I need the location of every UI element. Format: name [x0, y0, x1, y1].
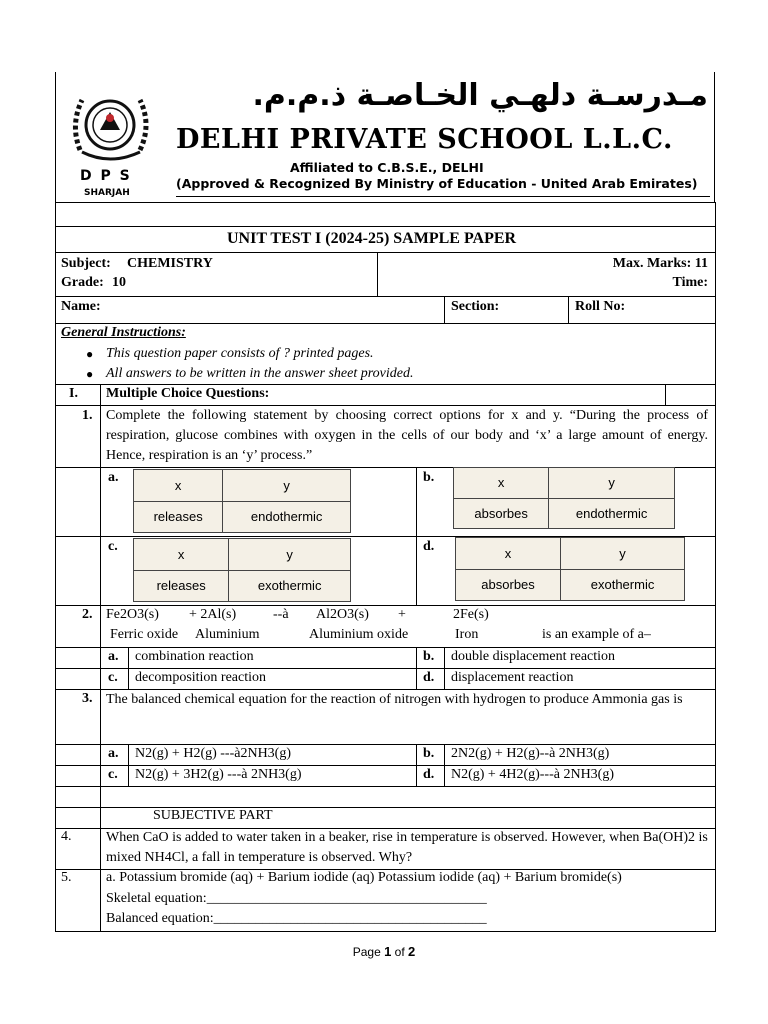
q3-opt-row2-num — [55, 765, 101, 787]
q3-num-cell — [55, 689, 101, 745]
q4-text: When CaO is added to water taken in a beaker, rise in temperature is observed. However, when Ba(OH)2 is mixed NH4Cl, a fall in temperature is observed. Why? — [106, 830, 708, 865]
q5-skeletal: Skeletal equation:________________________________________ — [106, 891, 487, 906]
q2-opt-row2-num — [55, 668, 101, 690]
q3-opt-b-letter: b. — [423, 746, 435, 761]
q3-number: 3. — [82, 691, 93, 706]
q1-opt-a-letter: a. — [108, 470, 119, 485]
q1-opt-row1-num — [55, 467, 101, 537]
section-num-cell — [55, 384, 101, 406]
logo-subtext: SHARJAH — [84, 188, 130, 198]
footer-page-num: 1 — [384, 944, 392, 959]
roll-label: Roll No: — [575, 299, 626, 314]
y-header: y — [561, 538, 685, 570]
q5-number: 5. — [61, 870, 72, 885]
subjective-title: SUBJECTIVE PART — [153, 808, 273, 823]
q2-tail: is an example of a– — [542, 627, 651, 642]
q2-reactant-1: Fe2O3(s) — [106, 607, 159, 622]
bullet-icon: ● — [86, 347, 94, 361]
q3-opt-c-letter: c. — [108, 767, 118, 782]
q3-opt-row1-num — [55, 744, 101, 766]
max-marks: Max. Marks: 11 — [612, 256, 708, 271]
q2-opt-b-text: double displacement reaction — [451, 649, 616, 664]
q1-opt-d-table — [455, 537, 685, 601]
q2-number: 2. — [82, 607, 93, 622]
q1-opt-row2-num — [55, 536, 101, 606]
q1-opt-b-table — [453, 467, 675, 529]
time-label: Time: — [672, 275, 708, 290]
q2-name-2: Aluminium — [195, 627, 260, 642]
q1-opt-a-table — [133, 469, 351, 533]
y-value: exothermic — [561, 569, 685, 601]
x-value: releases — [134, 501, 223, 533]
q2-opt-d-letter: d. — [423, 670, 435, 685]
q3-opt-c-text: N2(g) + 3H2(g) ---à 2NH3(g) — [135, 767, 302, 782]
q2-num-cell — [55, 605, 101, 648]
school-name-arabic: مـدرسـة دلهـي الخـاصـة ذ.م.م. — [252, 78, 708, 113]
y-header: y — [549, 468, 675, 499]
q2-opt-row1-num — [55, 647, 101, 669]
grade-value: 10 — [112, 275, 126, 290]
q5-balanced: Balanced equation:_______________________________________ — [106, 911, 487, 926]
y-header: y — [229, 539, 351, 571]
blank-row — [55, 202, 716, 227]
q2-product-2: 2Fe(s) — [453, 607, 489, 622]
q2-plus: + — [398, 607, 406, 622]
x-value: absorbes — [456, 569, 561, 601]
x-header: x — [134, 539, 229, 571]
page-footer — [0, 944, 768, 959]
x-value: releases — [134, 570, 229, 602]
q3-opt-a-text: N2(g) + H2(g) ---à2NH3(g) — [135, 746, 292, 761]
q3-opt-b-text: 2N2(g) + H2(g)--à 2NH3(g) — [451, 746, 610, 761]
blank-row-2-num — [55, 786, 101, 808]
page-title: UNIT TEST I (2024-25) SAMPLE PAPER — [227, 230, 517, 247]
school-name: DELHI PRIVATE SCHOOL L.L.C. — [176, 124, 673, 155]
q1-number: 1. — [82, 408, 93, 423]
name-label: Name: — [61, 299, 101, 314]
q1-num-cell — [55, 405, 101, 468]
q2-opt-c-text: decomposition reaction — [135, 670, 267, 685]
section-extra-cell — [665, 384, 716, 406]
y-value: exothermic — [229, 570, 351, 602]
q3-opt-d-text: N2(g) + 4H2(g)---à 2NH3(g) — [451, 767, 615, 782]
approval-text: (Approved & Recognized By Ministry of Education - United Arab Emirates) — [176, 176, 698, 191]
q2-name-4: Iron — [455, 627, 479, 642]
q3-text: The balanced chemical equation for the reaction of nitrogen with hydrogen to produce Ammonia gas is — [106, 692, 683, 707]
q5-line-1: a. Potassium bromide (aq) + Barium iodide (aq) Potassium iodide (aq) + Barium bromide(s) — [106, 870, 622, 885]
q2-opt-a-letter: a. — [108, 649, 119, 664]
x-header: x — [456, 538, 561, 570]
q2-product-1: Al2O3(s) — [316, 607, 369, 622]
name-cell — [55, 296, 445, 324]
header-rule — [176, 196, 710, 197]
y-value: endothermic — [549, 498, 675, 529]
footer-total: 2 — [408, 944, 416, 959]
q2-opt-d-text: displacement reaction — [451, 670, 574, 685]
footer-page-label: Page — [352, 945, 381, 959]
q2-opt-c-letter: c. — [108, 670, 118, 685]
q2-name-3: Aluminium oxide — [309, 627, 409, 642]
q2-name-1: Ferric oxide — [110, 627, 179, 642]
q2-reactant-2: + 2Al(s) — [189, 607, 237, 622]
affiliation-text: Affiliated to C.B.S.E., DELHI — [290, 160, 484, 175]
q1-opt-b-letter: b. — [423, 470, 435, 485]
bullet-icon: ● — [86, 367, 94, 381]
q3-opt-d-letter: d. — [423, 767, 435, 782]
blank-row-2 — [100, 786, 716, 808]
instruction-item-2: All answers to be written in the answer sheet provided. — [106, 366, 414, 381]
x-header: x — [454, 468, 549, 499]
q1-opt-d-letter: d. — [423, 539, 435, 554]
q1-text: Complete the following statement by choosing correct options for x and y. “During the process of respiration, glucose combines with oxygen in the cells of our body and ‘x’ a large amount of energy. Hence, respiration is an ‘y’ process.” — [106, 408, 708, 463]
instruction-item-1: This question paper consists of ? printed pages. — [106, 346, 374, 361]
q4-number: 4. — [61, 829, 72, 844]
border-left-top — [55, 72, 56, 202]
x-header: x — [134, 470, 223, 502]
q3-opt-a-letter: a. — [108, 746, 119, 761]
logo-text: D P S — [80, 168, 132, 184]
subject-label: Subject: — [61, 256, 111, 271]
q2-opt-b-letter: b. — [423, 649, 435, 664]
section-label: Section: — [451, 299, 500, 314]
subjective-num-cell — [55, 807, 101, 829]
q2-arrow: --à — [273, 607, 289, 622]
footer-of: of — [394, 945, 405, 959]
x-value: absorbes — [454, 498, 549, 529]
section-title: Multiple Choice Questions: — [106, 386, 270, 401]
q1-opt-c-table — [133, 538, 351, 602]
section-number: I. — [69, 386, 78, 401]
y-header: y — [223, 470, 351, 502]
y-value: endothermic — [223, 501, 351, 533]
instructions-heading: General Instructions: — [61, 325, 186, 340]
subject-value: CHEMISTRY — [127, 256, 213, 271]
grade-label: Grade: — [61, 275, 104, 290]
q2-opt-a-text: combination reaction — [135, 649, 254, 664]
q1-opt-c-letter: c. — [108, 539, 118, 554]
